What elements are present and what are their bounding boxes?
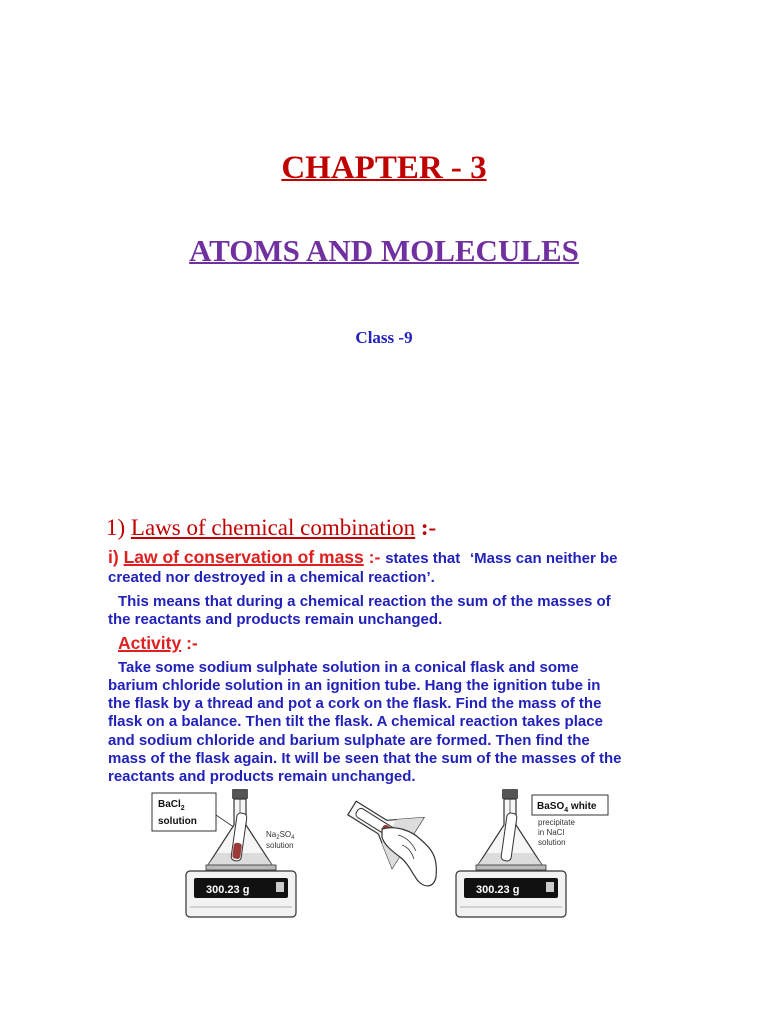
svg-text:BaCl2: BaCl$_2$ xyxy=(158,799,185,812)
chapter-title: ATOMS AND MOLECULES xyxy=(189,233,579,268)
activity-line: the flask by a thread and pot a cork on the flask. Find the mass of the xyxy=(108,695,602,712)
svg-text:300.23 g: 300.23 g xyxy=(476,884,520,896)
svg-text:BaSO4 white: BaSO$_4$ white xyxy=(537,801,597,814)
law-quote-start: ‘Mass can neither be xyxy=(469,550,618,567)
law-quote-end: created nor destroyed in a chemical reaction’. xyxy=(108,569,435,586)
activity-line: and sodium chloride and barium sulphate are formed. Then find the xyxy=(108,732,590,749)
baso4-label xyxy=(532,795,608,847)
activity-line: barium chloride solution in an ignition tube. Hang the ignition tube in xyxy=(108,677,601,694)
balance-right xyxy=(456,865,566,917)
section-number: 1) xyxy=(106,515,126,540)
activity-line: reactants and products remain unchanged. xyxy=(108,768,416,785)
law-suffix: :- xyxy=(368,547,381,567)
activity-suffix: :- xyxy=(186,633,198,653)
svg-text:precipitate: precipitate xyxy=(538,818,575,827)
activity-title: Activity xyxy=(118,633,182,653)
svg-text:solution: solution xyxy=(266,841,294,850)
section-suffix: :- xyxy=(420,515,437,540)
svg-text:300.23 g: 300.23 g xyxy=(206,884,250,896)
activity-line: mass of the flask again. It will be seen that the sum of the masses of the xyxy=(108,750,622,767)
svg-text:solution: solution xyxy=(538,838,566,847)
svg-text:in NaCl: in NaCl xyxy=(538,828,565,837)
law-lead: states that xyxy=(385,550,461,567)
section-title: Laws of chemical combination xyxy=(130,515,416,540)
meaning-line: This means that during a chemical reaction the sum of the masses of xyxy=(118,593,611,610)
svg-text:solution: solution xyxy=(158,816,197,827)
experiment-illustration xyxy=(150,785,670,925)
svg-text:Na2SO4: $Na_2SO_4$ xyxy=(266,830,295,841)
activity-line: flask on a balance. Then tilt the flask. A chemical reaction takes place xyxy=(108,713,603,730)
activity-heading xyxy=(118,633,198,654)
conical-flask-icon xyxy=(208,789,272,865)
activity-line: Take some sodium sulphate solution in a conical flask and some xyxy=(118,659,579,676)
bacl2-label xyxy=(152,793,216,831)
law-name: Law of conservation of mass xyxy=(123,547,364,567)
law-heading xyxy=(108,547,618,569)
balance-left xyxy=(186,865,296,917)
class-label: Class -9 xyxy=(355,328,413,347)
law-prefix: i) xyxy=(108,547,119,567)
chapter-heading: CHAPTER - 3 xyxy=(281,150,487,186)
section-heading xyxy=(106,515,436,541)
meaning-line: the reactants and products remain unchanged. xyxy=(108,611,443,628)
